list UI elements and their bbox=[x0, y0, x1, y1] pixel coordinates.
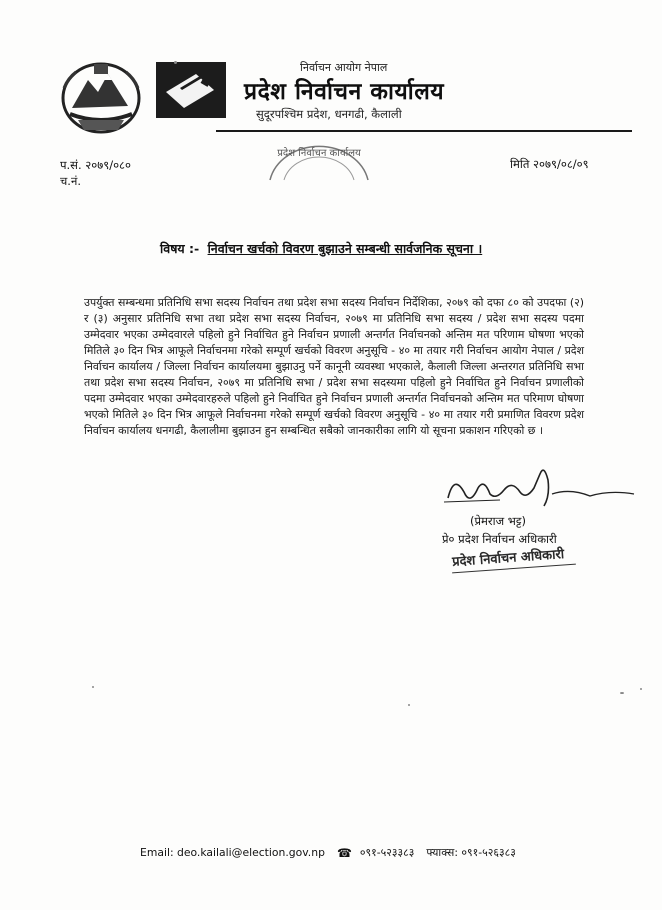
office-name: प्रदेश निर्वाचन कार्यालय bbox=[244, 79, 445, 105]
subject-label: विषय :- bbox=[160, 241, 200, 256]
letterhead-divider bbox=[216, 130, 632, 132]
office-stamp bbox=[264, 134, 374, 182]
email-text: Email: deo.kailali@election.gov.np bbox=[140, 846, 325, 859]
reference-block bbox=[60, 157, 131, 189]
stamp-text: प्रदेश निर्वाचन कार्यालय bbox=[277, 148, 361, 159]
letter-number: प.सं. २०७९/०८० bbox=[60, 158, 132, 172]
designation-seal: प्रदेश निर्वाचन अधिकारी bbox=[451, 547, 565, 570]
footer-contact bbox=[140, 845, 516, 860]
notice-body: उपर्युक्त सम्बन्धमा प्रतिनिधि सभा सदस्य निर्वाचन तथा प्रदेश सभा सदस्य निर्वाचन निर्देशिका, २०७९ को दफा ८० को उपदफा (२) र (३) अनुसार प्रतिनिधि सभा तथा प्रदेश सभा सदस्य निर्वाचन, २०७९ मा प्रतिनिधि सभा सदस्य / प्रदेश सभा सदस्य पदमा उम्मेदवार भएका उम्मेदवारले पहिलो हुने निर्वाचित हुने निर्वाचन प्रणाली अन्तर्गत निर्वाचनको अन्तिम मत परिणाम घोषणा भएको मितिले ३० दिन भित्र आफूले निर्वाचनमा गरेको सम्पूर्ण खर्चको विवरण अनुसूचि - ४० मा तयार गरी निर्वाचन आयोग नेपाल / प्रदेश निर्वाचन कार्यालय / जिल्ला निर्वाचन कार्यालयमा बुझाउनु पर्ने कानूनी व्यवस्था भएकाले, कैलाली जिल्ला अन्तरगत प्रतिनिधि सभा तथा प्रदेश सभा सदस्य निर्वाचन, २०७९ मा प्रतिनिधि सभा / प्रदेश सभा सदस्यमा पहिलो हुने निर्वाचित हुने निर्वाचन प्रणालीको पदमा उम्मेदवार भएका उम्मेदवारहरुले पहिलो हुने निर्वाचित हुने निर्वाचन प्रणाली अन्तर्गत निर्वाचनको अन्तिम मत परिमाण घोषणा भएको मितिले ३० दिन भित्र आफूले निर्वाचनमा गरेको सम्पूर्ण खर्चको विवरण अनुसूचि - ४० मा तयार गरी प्रमाणित विवरण प्रदेश निर्वाचन कार्यालय धनगढी, कैलालीमा बुझाउन हुन सम्बन्धित सबैको जानकारीका लागि यो सूचना प्रकाशन गरिएको छ । bbox=[84, 296, 584, 437]
office-address: सुदूरपश्चिम प्रदेश, धनगढी, कैलाली bbox=[256, 107, 402, 121]
signatory-name: (प्रेमराज भट्ट) bbox=[470, 514, 526, 528]
dispatch-number: च.नं. bbox=[60, 174, 81, 188]
phone-number: ०९१-५२३३८३ bbox=[359, 846, 415, 859]
letter-date: मिति २०७९/०८/०९ bbox=[510, 157, 589, 171]
signature bbox=[440, 466, 640, 516]
nepal-emblem-icon bbox=[58, 58, 144, 136]
telephone-icon: ☎ bbox=[336, 845, 352, 860]
subject-line bbox=[160, 240, 482, 257]
ballot-box-icon bbox=[156, 62, 226, 118]
commission-name: निर्वाचन आयोग नेपाल bbox=[300, 61, 388, 74]
signatory-title: प्रे० प्रदेश निर्वाचन अधिकारी bbox=[442, 532, 557, 546]
subject-text: निर्वाचन खर्चको विवरण बुझाउने सम्बन्धी सार्वजनिक सूचना । bbox=[207, 241, 483, 256]
fax-number: फ्याक्स: ०९१-५२६३८३ bbox=[426, 846, 516, 859]
